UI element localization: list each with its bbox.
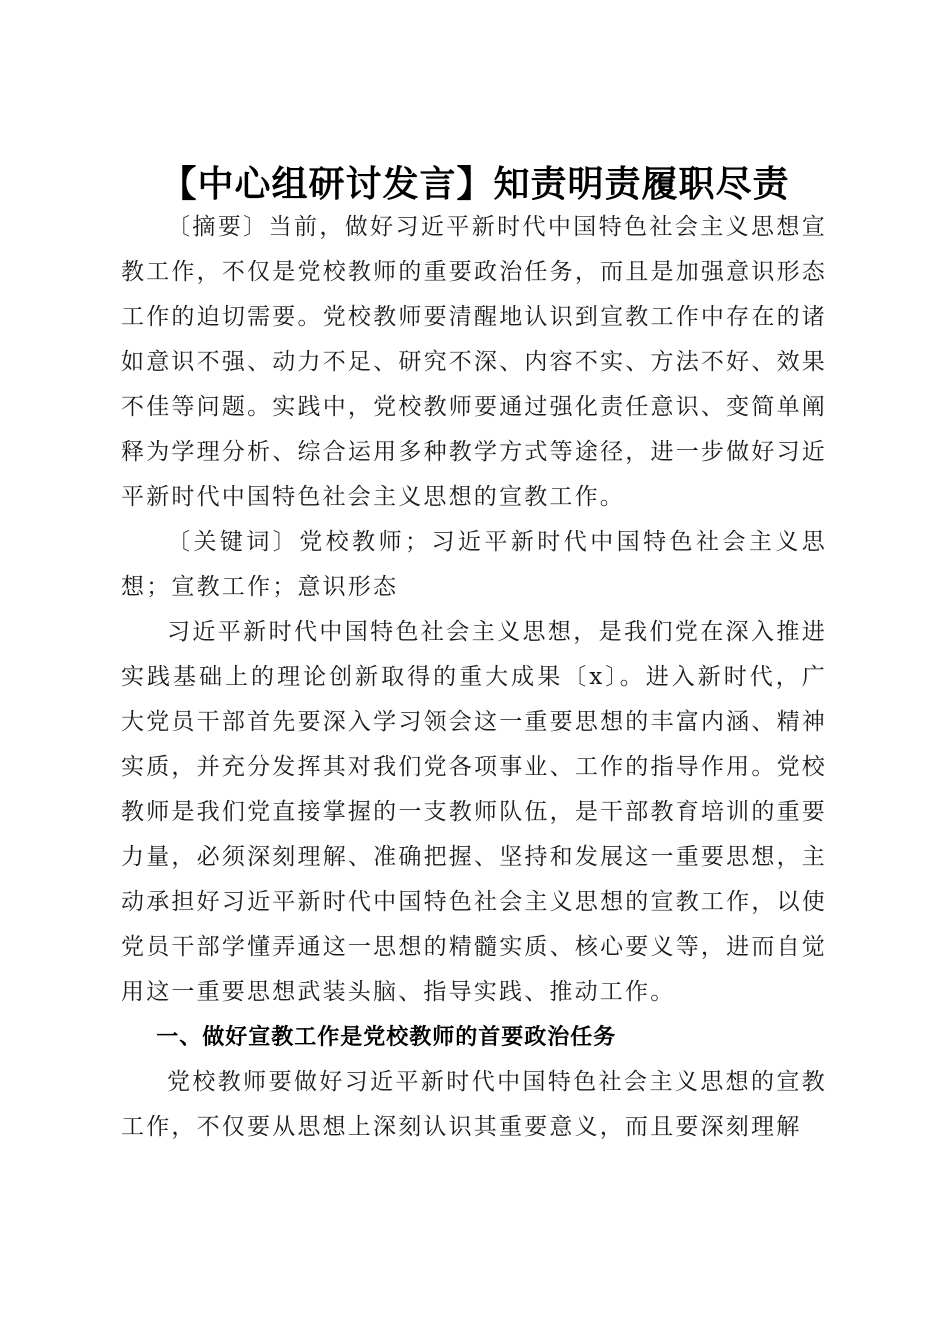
section-paragraph: 党校教师要做好习近平新时代中国特色社会主义思想的宣教工作，不仅要从思想上深刻认识其重要意义，而且要深刻理解 — [121, 1069, 827, 1140]
keywords-paragraph: 〔关键词〕党校教师；习近平新时代中国特色社会主义思想；宣教工作；意识形态 — [121, 529, 827, 600]
section-heading: 一、做好宣教工作是党校教师的首要政治任务 — [156, 1025, 617, 1050]
document-body — [121, 205, 827, 1150]
intro-paragraph: 习近平新时代中国特色社会主义思想，是我们党在深入推进实践基础上的理论创新取得的重大成果〔x〕。进入新时代，广大党员干部首先要深入学习领会这一重要思想的丰富内涵、精神实质，并充分发挥其对我们党各项事业、工作的指导作用。党校教师是我们党直接掌握的一支教师队伍，是干部教育培训的重要力量，必须深刻理解、准确把握、坚持和发展这一重要思想，主动承担好习近平新时代中国特色社会主义思想的宣教工作，以使党员干部学懂弄通这一思想的精髓实质、核心要义等，进而自觉用这一重要思想武装头脑、指导实践、推动工作。 — [121, 619, 827, 1005]
document-title: 【中心组研讨发言】知责明责履职尽责 — [160, 163, 790, 206]
abstract-paragraph: 〔摘要〕当前，做好习近平新时代中国特色社会主义思想宣教工作，不仅是党校教师的重要政治任务，而且是加强意识形态工作的迫切需要。党校教师要清醒地认识到宣教工作中存在的诸如意识不强、动力不足、研究不深、内容不实、方法不好、效果不佳等问题。实践中，党校教师要通过强化责任意识、变简单阐释为学理分析、综合运用多种教学方式等途径，进一步做好习近平新时代中国特色社会主义思想的宣教工作。 — [121, 214, 827, 510]
